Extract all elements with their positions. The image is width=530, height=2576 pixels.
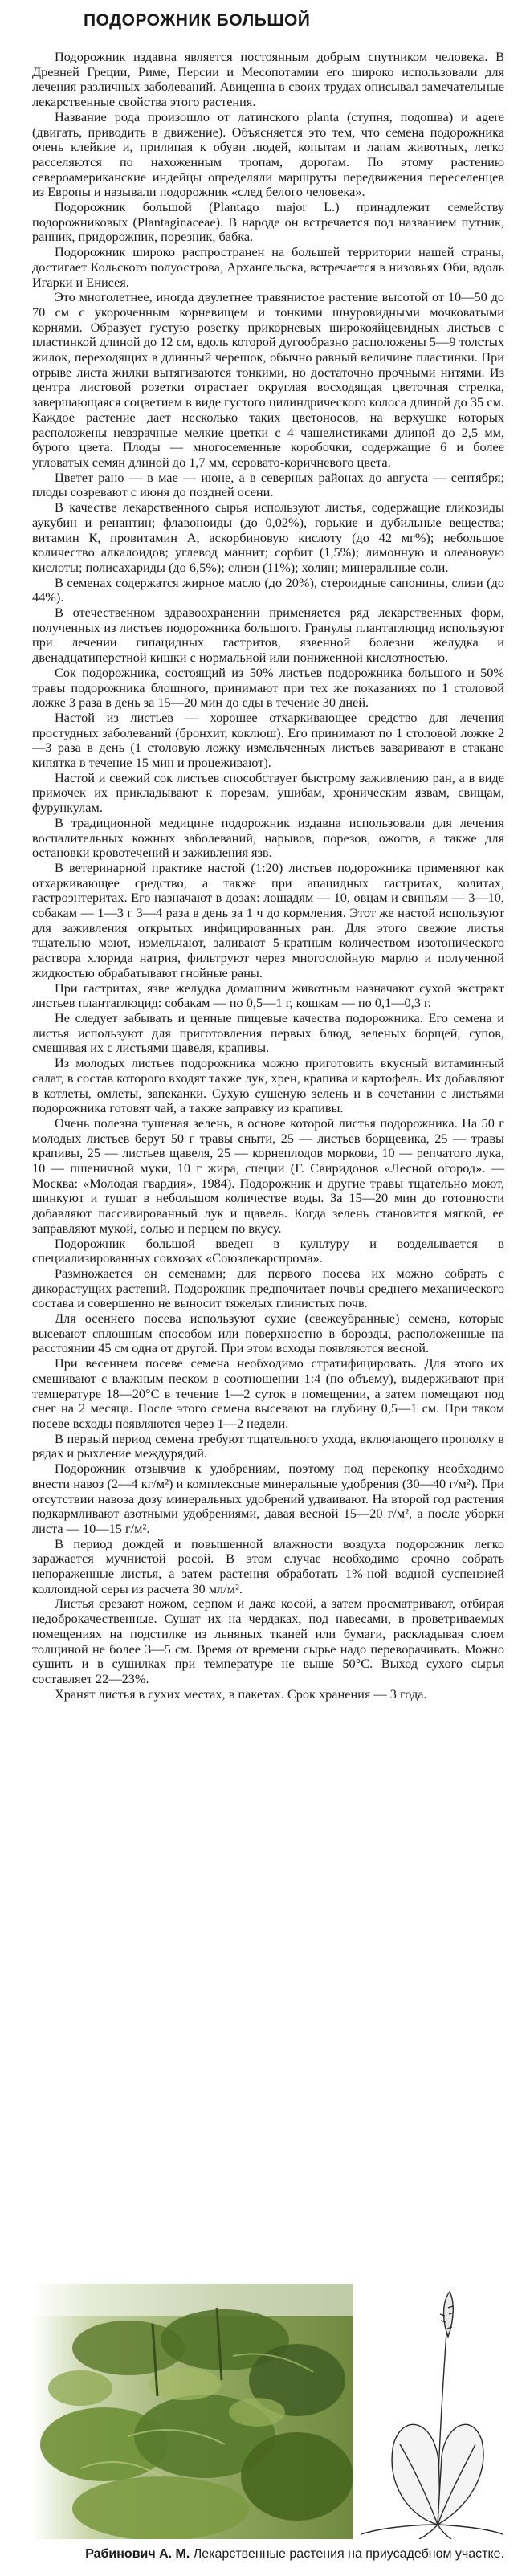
paragraph-folk-medicine: В традиционной медицине подорожник издавна использовали для лечения воспалительных кожных заболеваний, нарывов, порезов, ожогов, а также для остановки кровотечений и заживления язв. bbox=[32, 814, 504, 861]
figure-caption bbox=[32, 2547, 504, 2562]
plantain-drawing bbox=[361, 2292, 503, 2539]
plantain-illustration bbox=[32, 2284, 504, 2539]
paragraph-flowering: Цветет рано — в мае — июне, а в северных районах до августа — сентября; плоды созревают с июня до поздней осени. bbox=[32, 469, 504, 500]
paragraph-leaf-composition: В качестве лекарственного сырья используют листья, содержащие гликозиды аукубин и ренантин; флавоноиды (до 0,02%), горькие и дубильные вещества; витамин К, провитамин А, аскорбиновую кислоту (до 42 мг%); небольшое количество алкалоидов; углевод маннит; сорбит (1,5%); лимонную и олеановую кислоты; полисахариды (до 6,5%); слизи (11%); холин; минеральные соли. bbox=[32, 499, 504, 575]
paragraph-food-uses: Не следует забывать и ценные пищевые качества подорожника. Его семена и листья используют для приготовления первых блюд, зеленых борщей, супов, смешивая их с листьями щавеля, крапивы. bbox=[32, 1010, 504, 1056]
paragraph-morphology: Это многолетнее, иногда двулетнее травянистое растение высотой от 10—50 до 70 см с укороченным корневищем и тонкими шнуровидными мочковатыми корнями. Образует густую розетку прикорневых широкояйцевидных листьев с пластинкой длиной до 12 см, вдоль которой дугообразно расположены 5—9 толстых жилок, переходящих в длинный черешок, обычно равный величине пластинки. При отрыве листа жилки вытягиваются тонкими, но достаточно прочными нитями. Из центра листовой розетки отрастает округлая восходящая цветочная стрелка, завершающаяся соцветием в виде густого цилиндрического колоса длиной до 35 см. Каждое растение дает несколько таких цветоносов, на верхушке которых расположены невзрачные мелкие цветки с 4 чашелистиками длиной до 2,5 мм, бурого цвета. Плоды — многосеменные коробочки, содержащие 6 и более угловатых семян длиной до 1,7 мм, серовато-коричневого цвета. bbox=[32, 289, 504, 470]
paragraph-cultivation: Подорожник большой введен в культуру и возделывается в специализированных совхозах «Союзлекарспрома». bbox=[32, 1235, 504, 1266]
paragraph-care: В первый период семена требуют тщательного ухода, включающего прополку в рядах и рыхление междурядий. bbox=[32, 1430, 504, 1461]
paragraph-fertilizer: Подорожник отзывчив к удобрениям, поэтому под перекопку необходимо внести навоз (2—4 кг/м²) и комплексные минеральные удобрения (30—40 г/м²). При отсутствии навоза дозу минеральных удобрений удваивают. На второй год растения подкармливают азотными удобрениями, давая весной 15—20 г/м², а после уборки листа — 10—15 г/м². bbox=[32, 1461, 504, 1536]
caption-author: Рабинович А. М. bbox=[85, 2547, 190, 2561]
paragraph-taxonomy: Подорожник большой (Plantago major L.) принадлежит семейству подорожниковых (Plantaginaceae). В народе он встречается под названием путник, ранник, придорожник, порезник, бабка. bbox=[32, 199, 504, 245]
plantain-photo bbox=[32, 2284, 353, 2539]
paragraph-disease: В период дождей и повышенной влажности воздуха подорожник легко заражается мучнистой росой. В этом случае необходимо срочно собрать непораженные листья, а затем растения обработать 1%-ной водной суспензией коллоидной серы из расчета 30 мл/м². bbox=[32, 1535, 504, 1596]
paragraph-distribution: Подорожник широко распространен на большей территории нашей страны, достигает Кольского полуострова, Архангельска, встречается в низовьях Оби, вдоль Игарки и Енисея. bbox=[32, 244, 504, 290]
paragraph-wound-healing: Настой и свежий сок листьев способствует быстрому заживлению ран, а в виде примочек их прикладывают к порезам, ушибам, хроническим язвам, свищам, фурункулам. bbox=[32, 769, 504, 816]
paragraph-veterinary-extract: При гастритах, язве желудка домашним животным назначают сухой экстракт листьев плантаглюцид: собакам — по 0,5—1 г, кошкам — по 0,1—0,3 г. bbox=[32, 980, 504, 1011]
paragraph-infusion: Настой из листьев — хорошее отхаркивающее средство для лечения простудных заболеваний (бронхит, коклюш). Его принимают по 1 столовой ложке 2—3 раза в день (1 столовую ложку измельченных листьев заваривают в стакане кипятка в течение 15 мин и процеживают). bbox=[32, 709, 504, 771]
paragraph-propagation: Размножается он семенами; для первого посева их можно собрать с дикорастущих растений. Подорожник предпочитает почвы среднего механического состава и совершенно не выносит тяжелых глинистых почв. bbox=[32, 1265, 504, 1311]
paragraph-storage: Хранят листья в сухих местах, в пакетах. Срок хранения — 3 года. bbox=[55, 1685, 427, 1702]
paragraph-juice: Сок подорожника, состоящий из 50% листьев подорожника большого и 50% травы подорожника блошного, принимают при тех же показаниях по 1 столовой ложке 3 раза в день за 15—20 мин до еды в течение 30 дней. bbox=[32, 664, 504, 711]
article-title: ПОДОРОЖНИК БОЛЬШОЙ bbox=[84, 11, 311, 30]
paragraph-recipe: Очень полезна тушеная зелень, в основе которой листья подорожника. На 50 г молодых листьев берут 50 г травы сныти, 25 — листьев борщевика, 25 — травы крапивы, 25 — листьев щавеля, 25 — корнеплодов моркови, 10 — репчатого лука, 10 — пшеничной муки, 10 г жира, специи (Г. Свиридонов «Лесной огород». — Москва: «Молодая гвардия», 1984). Подорожник и другие травы тщательно моют, шинкуют и тушат в небольшом количестве воды. За 15—20 мин до готовности добавляют пассивированный лук и щавель. Когда зелень становится мягкой, ее заправляют мукой, солью и перцем по вкусу. bbox=[32, 1115, 504, 1236]
caption-source: Лекарственные растения на приусадебном участке. bbox=[193, 2547, 504, 2561]
paragraph-harvest-drying: Листья срезают ножом, серпом и даже косой, а затем просматривают, отбирая недоброкачественные. Сушат их на чердаках, под навесами, в проветриваемых помещениях на подстилке из льняных тканей или бумаги, раскладывая слоем толщиной не более 3—5 см. Время от времени сырье надо переворачивать. Можно сушить и в сушилках при температуре не выше 50°С. Выход сухого сырья составляет 22—23%. bbox=[32, 1596, 504, 1686]
paragraph-autumn-sowing: Для осеннего посева используют сухие (свежеубранные) семена, которые высевают сплошным способом или поверхностно в борозды, расположенные на расстоянии 45 см одна от другой. При этом всходы появляются весной. bbox=[32, 1310, 504, 1356]
paragraph-seed-composition: В семенах содержатся жирное масло (до 20%), стероидные сапонины, слизи (до 44%). bbox=[32, 574, 504, 605]
paragraph-spring-sowing: При весеннем посеве семена необходимо стратифицировать. Для этого их смешивают с влажным песком в соотношении 1:4 (по объему), выдерживают при температуре 18—20°С в течение 1—2 суток в помещении, а затем помещают под снег на 2 месяца. После этого семена высевают на глубину 0,5—1 см. При таком посеве всходы появляются через 1—2 недели. bbox=[32, 1355, 504, 1431]
paragraph-salad: Из молодых листьев подорожника можно приготовить вкусный витаминный салат, в состав которого входят также лук, хрен, крапива и картофель. Их добавляют в котлеты, омлеты, запеканки. Сухую сушеную зелень и в сочетании с листьями подорожника готовят чай, а также заправку из крапивы. bbox=[32, 1055, 504, 1116]
paragraph-veterinary: В ветеринарной практике настой (1:20) листьев подорожника применяют как отхаркивающее средство, а также при апацидных гастритах, колитах, гастроэнтеритах. Его назначают в дозах: лошадям — 10, овцам и свиньям — 3—10, собакам — 1—3 г 3—4 раза в день за 1 ч до кормления. Этот же настой используют для заживления открытых инфицированных ран. Для этого свежие листья тщательно моют, измельчают, заливают 5-кратным количеством изотонического раствора хлорида натрия, фильтруют через многослойную марлю и полученной жидкостью обрабатывают гнойные раны. bbox=[32, 859, 504, 980]
paragraph-pharmacy: В отечественном здравоохранении применяется ряд лекарственных форм, полученных из листьев подорожника большого. Гранулы плантаглюцид используют при лечении гипацидных гастритов, язвенной болезни желудка и двенадцатиперстной кишки с нормальной или пониженной кислотностью. bbox=[32, 605, 504, 666]
article-body bbox=[32, 50, 504, 2276]
paragraph-etymology: Название рода произошло от латинского planta (ступня, подошва) и agere (двигать, приводить в движение). Объясняется это тем, что семена подорожника очень клейкие и, прилипая к обуви людей, копытам и лапам животных, легко расселяются по нахоженным тропам, дорогам. По этому растению североамериканские индейцы определяли маршруты передвижения переселенцев из Европы и называли подорожник «след белого человека». bbox=[32, 108, 504, 200]
paragraph-history: Подорожник издавна является постоянным добрым спутником человека. В Древней Греции, Риме, Персии и Месопотамии его широко использовали для лечения различных заболеваний. Авиценна в своих трудах описывал замечательные лекарственные свойства этого растения. bbox=[32, 50, 504, 110]
